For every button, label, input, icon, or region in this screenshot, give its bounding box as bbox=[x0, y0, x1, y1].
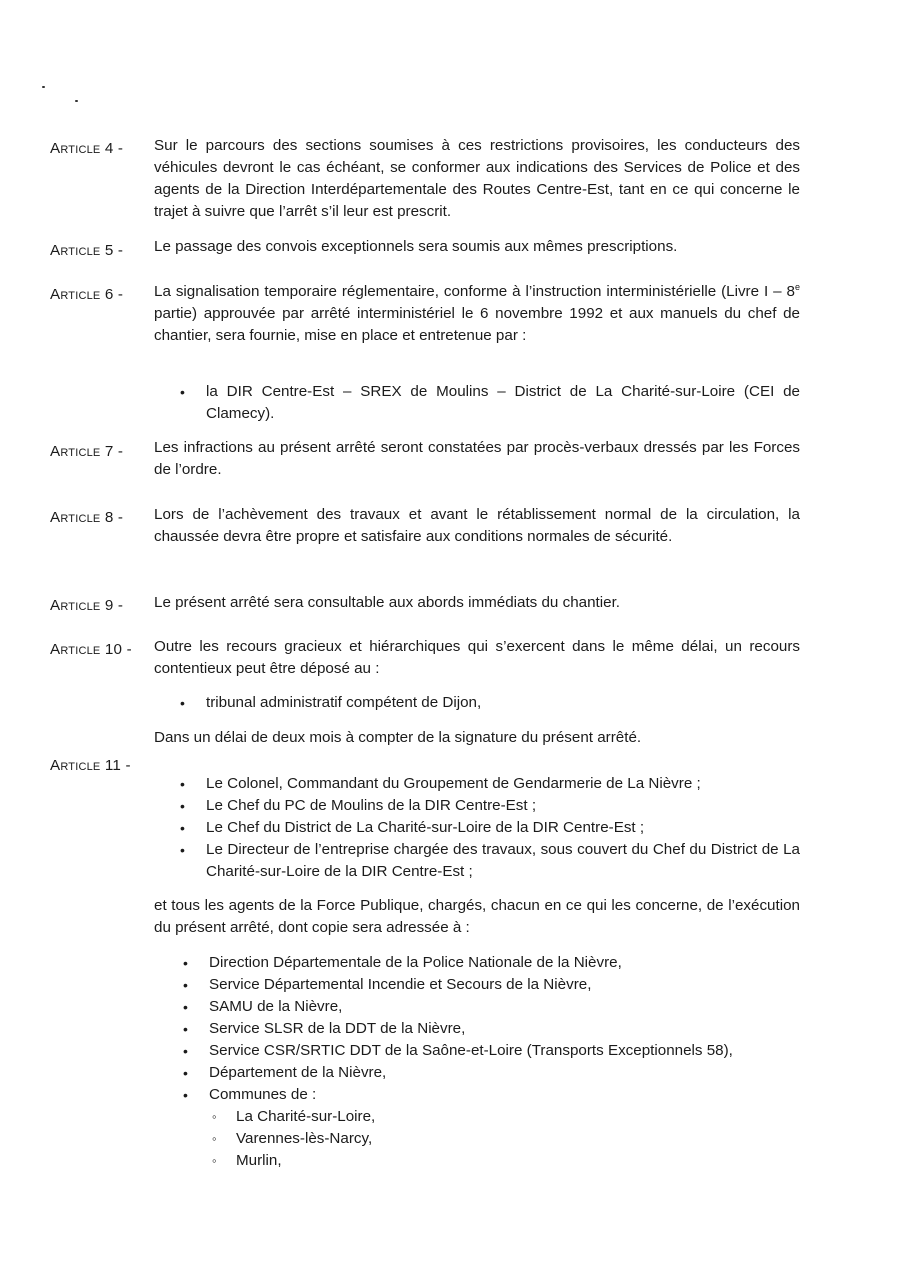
list-item: • SAMU de la Nièvre, bbox=[209, 996, 800, 1018]
article-5-text: Le passage des convois exceptionnels sera soumis aux mêmes prescriptions. bbox=[154, 238, 678, 255]
article-11-execution: et tous les agents de la Force Publique, chargés, chacun en ce qui les concerne, de l’exécution du présent arrêté, dont copie sera adressée à : bbox=[154, 897, 800, 936]
article-4-label: Article 4 - bbox=[50, 140, 124, 157]
list-item: • la DIR Centre-Est – SREX de Moulins – District de La Charité-sur-Loire (CEI de Clamecy). bbox=[206, 381, 800, 425]
article-8-label: Article 8 - bbox=[50, 509, 124, 526]
article-11-list bbox=[206, 773, 800, 883]
article-6-list bbox=[206, 381, 800, 425]
list-item: • Le Chef du District de La Charité-sur-Loire de la DIR Centre-Est ; bbox=[206, 817, 800, 839]
article-9-text: Le présent arrêté sera consultable aux abords immédiats du chantier. bbox=[154, 594, 621, 611]
article-10-closing: Dans un délai de deux mois à compter de la signature du présent arrêté. bbox=[154, 729, 642, 746]
article-8-text: Lors de l’achèvement des travaux et avant le rétablissement normal de la circulation, la chaussée devra être propre et satisfaire aux conditions normales de sécurité. bbox=[154, 506, 800, 545]
article-7-label: Article 7 - bbox=[50, 443, 124, 460]
article-4-text: Sur le parcours des sections soumises à ces restrictions provisoires, les conducteurs des véhicules devront le cas échéant, se conformer aux indications des Services de Police et des agents de la Direction Interdépartementale des Routes Centre-Est, tant en ce qui concerne le trajet à suivre que l’arrêt s’il leur est prescrit. bbox=[154, 137, 800, 220]
list-item: • Service SLSR de la DDT de la Nièvre, bbox=[209, 1018, 800, 1040]
article-6-text-post: partie) approuvée par arrêté interministériel le 6 novembre 1992 et aux manuels du chef de chantier, sera fournie, mise en place et entretenue par : bbox=[154, 305, 800, 344]
article-11-label: Article 11 - bbox=[50, 757, 131, 774]
list-item: ◦ Murlin, bbox=[236, 1150, 636, 1172]
article-9-label: Article 9 - bbox=[50, 597, 124, 614]
article-6-text bbox=[154, 281, 800, 347]
list-item: ◦ La Charité-sur-Loire, bbox=[236, 1106, 636, 1128]
article-10-label: Article 10 - bbox=[50, 641, 132, 658]
list-item: • Service Départemental Incendie et Secours de la Nièvre, bbox=[209, 974, 800, 996]
communes-list bbox=[236, 1106, 636, 1172]
article-6-text-sup: e bbox=[794, 281, 800, 292]
article-6-label: Article 6 - bbox=[50, 286, 124, 303]
list-item: • tribunal administratif compétent de Dijon, bbox=[206, 692, 800, 714]
list-item: • Le Chef du PC de Moulins de la DIR Centre-Est ; bbox=[206, 795, 800, 817]
list-item: • Service CSR/SRTIC DDT de la Saône-et-Loire (Transports Exceptionnels 58), bbox=[209, 1040, 800, 1062]
scan-artifact bbox=[42, 86, 45, 88]
recipients-list bbox=[209, 952, 800, 1106]
list-item: • Direction Départementale de la Police Nationale de la Nièvre, bbox=[209, 952, 800, 974]
article-5-label: Article 5 - bbox=[50, 242, 124, 259]
list-item: • Communes de : bbox=[209, 1084, 800, 1106]
list-item: ◦ Varennes-lès-Narcy, bbox=[236, 1128, 636, 1150]
article-10-text: Outre les recours gracieux et hiérarchiques qui s’exercent dans le même délai, un recours contentieux peut être déposé au : bbox=[154, 638, 800, 677]
article-7-text: Les infractions au présent arrêté seront constatées par procès-verbaux dressés par les Forces de l’ordre. bbox=[154, 439, 800, 478]
article-10-list bbox=[206, 692, 800, 714]
article-6-text-pre: La signalisation temporaire réglementaire, conforme à l’instruction interministérielle (Livre I – 8 bbox=[154, 283, 795, 300]
list-item: • Le Colonel, Commandant du Groupement de Gendarmerie de La Nièvre ; bbox=[206, 773, 800, 795]
list-item: • Le Directeur de l’entreprise chargée des travaux, sous couvert du Chef du District de La Charité-sur-Loire de la DIR Centre-Est ; bbox=[206, 839, 800, 883]
list-item: • Département de la Nièvre, bbox=[209, 1062, 800, 1084]
scan-artifact bbox=[75, 100, 78, 102]
